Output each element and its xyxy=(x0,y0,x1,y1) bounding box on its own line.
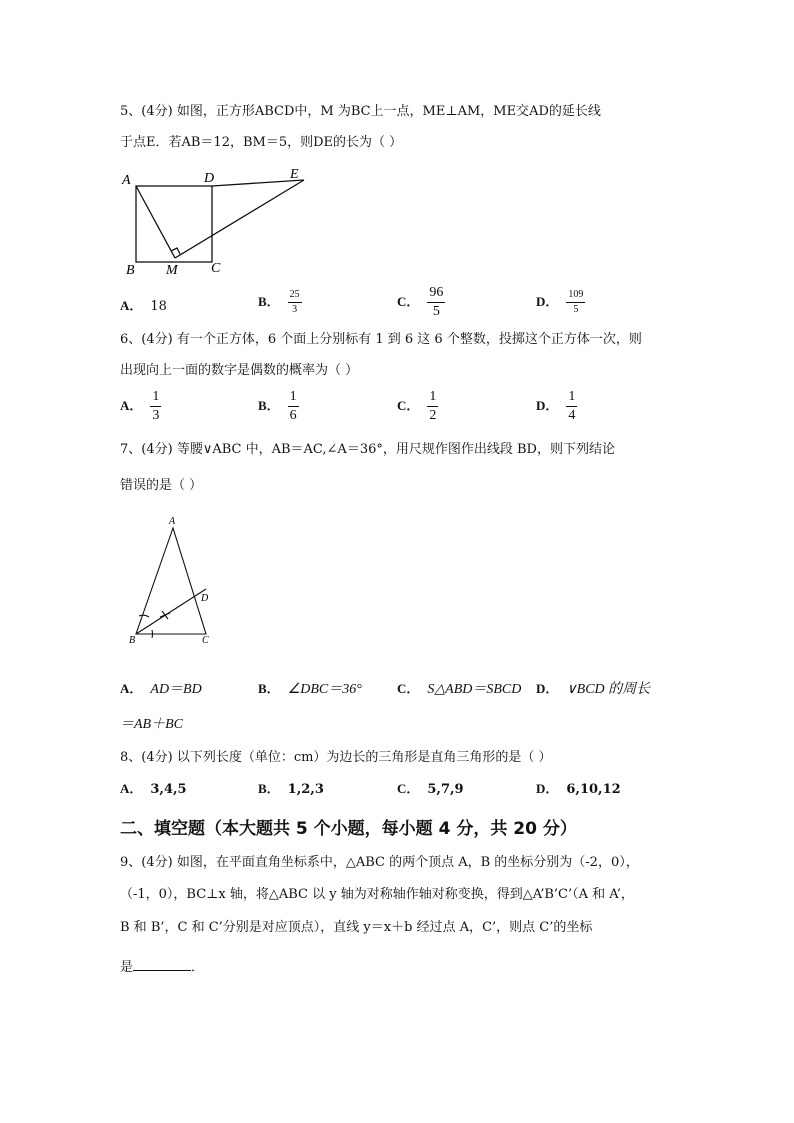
cross-mark-2 xyxy=(160,613,170,617)
label-d: D xyxy=(201,593,209,604)
q5-option-a[interactable]: A． 18 xyxy=(120,298,167,314)
q8-option-a[interactable]: A． 3,4,5 xyxy=(120,781,187,797)
q7-option-b[interactable]: B． ∠DBC＝36° xyxy=(258,681,362,697)
q5-figure-square xyxy=(118,160,318,280)
q8-stem-line1: 8、(4分) 以下列长度（单位：cm）为边长的三角形是直角三角形的是（ ） xyxy=(120,750,552,765)
q9-stem-line2: （-1，0），BC⊥x 轴，将△ABC 以 y 轴为对称轴作轴对称变换，得到△A’B’C’（A 和 A’， xyxy=(120,887,634,902)
square-abcd xyxy=(136,186,212,262)
q5-stem-line1: 5、(4分) 如图，正方形ABCD中，M 为BC上一点，ME⊥AM，ME交AD的延长线 xyxy=(120,104,601,119)
q9-stem-line3: B 和 B’，C 和 C’分别是对应顶点），直线 y＝x＋b 经过点 A，C’，则点 C’的坐标 xyxy=(120,920,593,935)
q6-stem-line1: 6、(4分) 有一个正方体，6 个面上分别标有 1 到 6 这 6 个整数，投掷这个正方体一次，则 xyxy=(120,332,642,347)
arc-mark-1 xyxy=(139,615,149,617)
label-c: C xyxy=(202,635,209,646)
q8-option-c[interactable]: C． 5,7,9 xyxy=(397,781,464,797)
fraction: $\frac{1}{4}$ xyxy=(568,389,576,423)
label-b: B xyxy=(129,635,136,646)
label-m: M xyxy=(166,263,178,278)
q7-figure-triangle xyxy=(122,512,232,652)
q5-option-c[interactable]: C． $\frac{96}{5}$ xyxy=(397,285,444,319)
q5-option-d[interactable]: D． $\frac{109}{5}$ xyxy=(536,289,584,315)
q7-stem-line2: 错误的是（ ） xyxy=(120,478,203,493)
q6-option-a[interactable]: A． $\frac{1}{3}$ xyxy=(120,389,160,423)
label-a: A xyxy=(169,516,176,527)
fraction: $\frac{25}{3}$ xyxy=(289,289,300,315)
line-am xyxy=(136,186,175,258)
q9-stem-line1: 9、(4分) 如图，在平面直角坐标系中，△ABC 的两个顶点 A，B 的坐标分别为（-2，0）， xyxy=(120,855,639,870)
line-me xyxy=(175,180,304,258)
label-a: A xyxy=(122,173,131,188)
triangle-abc xyxy=(136,528,206,634)
fraction: $\frac{1}{2}$ xyxy=(429,389,437,423)
label-b: B xyxy=(126,263,135,278)
q7-option-d[interactable]: D． ∨BCD 的周长 xyxy=(536,681,651,697)
fraction: $\frac{1}{3}$ xyxy=(152,389,160,423)
q8-option-d[interactable]: D． 6,10,12 xyxy=(536,781,621,797)
fraction: $\frac{109}{5}$ xyxy=(568,289,584,315)
label-e: E xyxy=(290,167,299,182)
arc-mark-2 xyxy=(152,630,153,638)
q5-stem-line2: 于点E．若AB＝12，BM＝5，则DE的长为（ ） xyxy=(120,135,403,150)
q8-option-b[interactable]: B． 1,2,3 xyxy=(258,781,324,797)
q7-option-d-continued: ＝AB＋BC xyxy=(120,717,183,732)
q6-option-c[interactable]: C． $\frac{1}{2}$ xyxy=(397,389,437,423)
label-c: C xyxy=(211,261,221,276)
q7-option-c[interactable]: C． S△ABD＝SBCD xyxy=(397,681,522,697)
q7-option-a[interactable]: A． AD＝BD xyxy=(120,681,202,697)
q6-stem-line2: 出现向上一面的数字是偶数的概率为（ ） xyxy=(120,363,359,378)
q6-option-d[interactable]: D． $\frac{1}{4}$ xyxy=(536,389,576,423)
q5-option-b[interactable]: B． $\frac{25}{3}$ xyxy=(258,289,300,315)
label-d: D xyxy=(204,171,215,186)
bisector-bd xyxy=(136,589,206,634)
q6-option-b[interactable]: B． $\frac{1}{6}$ xyxy=(258,389,297,423)
answer-blank[interactable] xyxy=(133,958,191,971)
q7-stem-line1: 7、(4分) 等腰∨ABC 中，AB＝AC,∠A＝36°，用尺规作图作出线段 BD，则下列结论 xyxy=(120,442,615,457)
fraction: $\frac{96}{5}$ xyxy=(429,285,444,319)
fraction: $\frac{1}{6}$ xyxy=(289,389,297,423)
q9-stem-line4: 是 ． xyxy=(120,960,205,975)
section-heading: 二、填空题（本大题共 5 个小题，每小题 4 分，共 20 分） xyxy=(120,819,577,839)
